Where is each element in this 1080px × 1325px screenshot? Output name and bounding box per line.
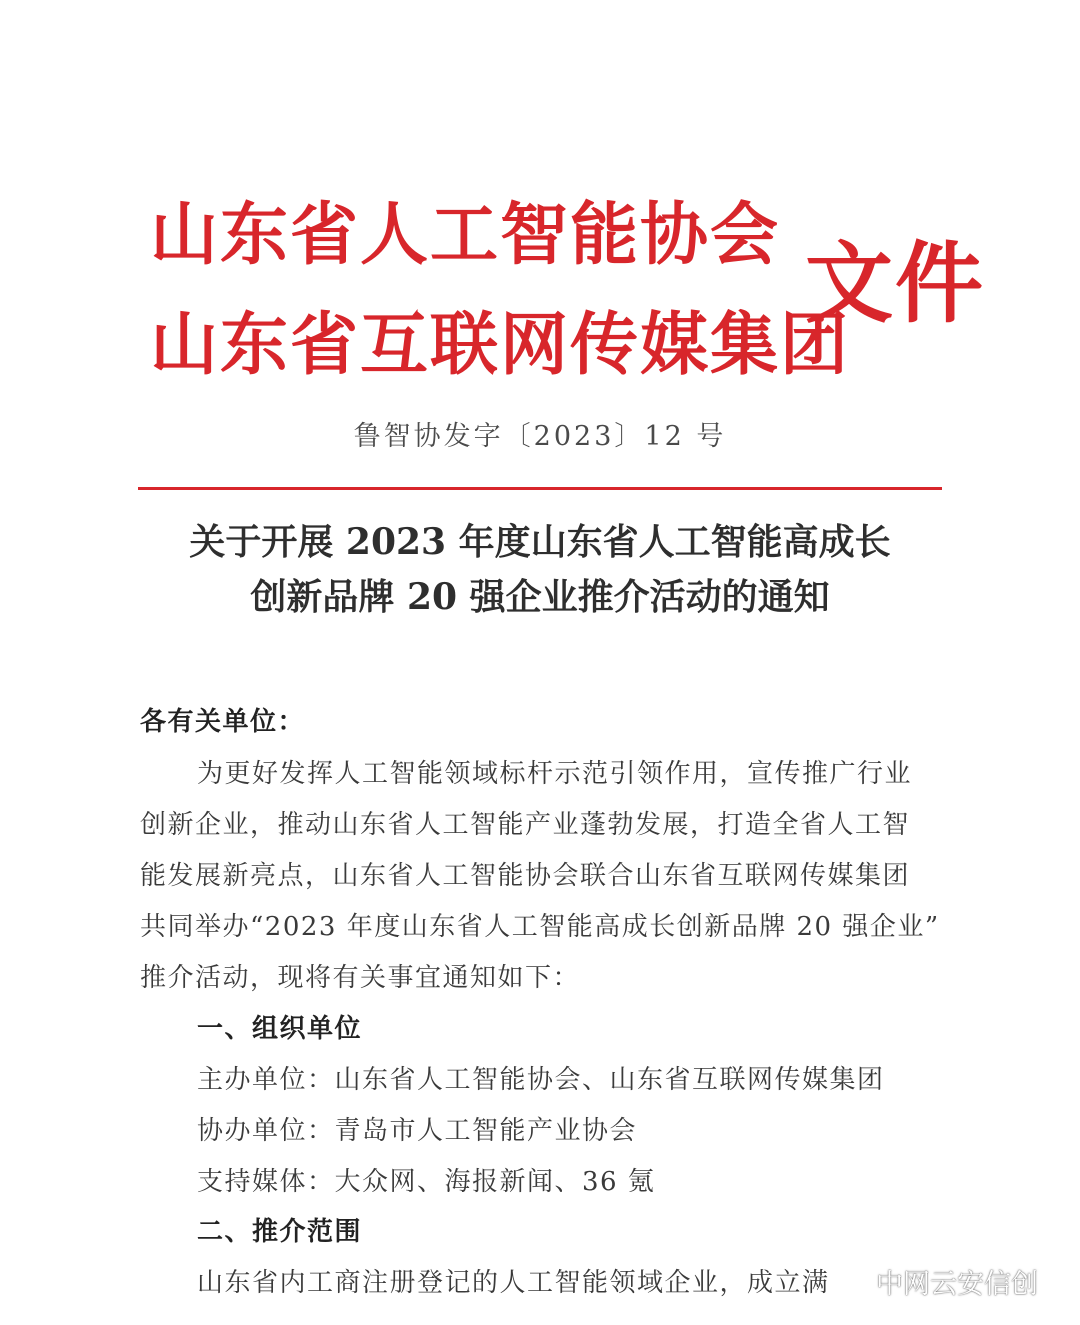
organizer-item: 支持媒体：大众网、海报新闻、36 氪 bbox=[197, 1167, 656, 1197]
paragraph-line: 能发展新亮点，山东省人工智能协会联合山东省互联网传媒集团 bbox=[140, 861, 911, 891]
scope-line: 山东省内工商注册登记的人工智能领域企业，成立满 bbox=[197, 1268, 830, 1298]
notice-title-line-2: 创新品牌 20 强企业推介活动的通知 bbox=[250, 576, 830, 618]
paragraph-line: 为更好发挥人工智能领域标杆示范引领作用，宣传推广行业 bbox=[197, 759, 913, 789]
red-divider bbox=[138, 487, 942, 490]
issuing-org-1: 山东省人工智能协会 bbox=[150, 195, 781, 275]
watermark-text: 中网云安信创 bbox=[876, 1269, 1038, 1300]
notice-title-line-1: 关于开展 2023 年度山东省人工智能高成长 bbox=[189, 521, 891, 563]
watermark bbox=[838, 1262, 1038, 1301]
paragraph-line: 共同举办“2023 年度山东省人工智能高成长创新品牌 20 强企业” bbox=[140, 912, 940, 942]
document-number: 鲁智协发字〔2023〕12 号 bbox=[353, 421, 727, 452]
paragraph-line: 创新企业，推动山东省人工智能产业蓬勃发展，打造全省人工智 bbox=[140, 810, 911, 840]
section-heading-scope: 二、推介范围 bbox=[197, 1217, 363, 1247]
paragraph-line: 推介活动，现将有关事宜通知如下： bbox=[140, 963, 581, 993]
organizer-item: 主办单位：山东省人工智能协会、山东省互联网传媒集团 bbox=[197, 1065, 885, 1095]
wechat-icon bbox=[838, 1268, 870, 1296]
issuing-org-2: 山东省互联网传媒集团 bbox=[150, 305, 851, 385]
salutation: 各有关单位： bbox=[140, 707, 306, 737]
section-heading-organizers: 一、组织单位 bbox=[197, 1014, 363, 1044]
document-label: 文件 bbox=[805, 231, 986, 335]
organizer-item: 协办单位：青岛市人工智能产业协会 bbox=[197, 1116, 638, 1146]
